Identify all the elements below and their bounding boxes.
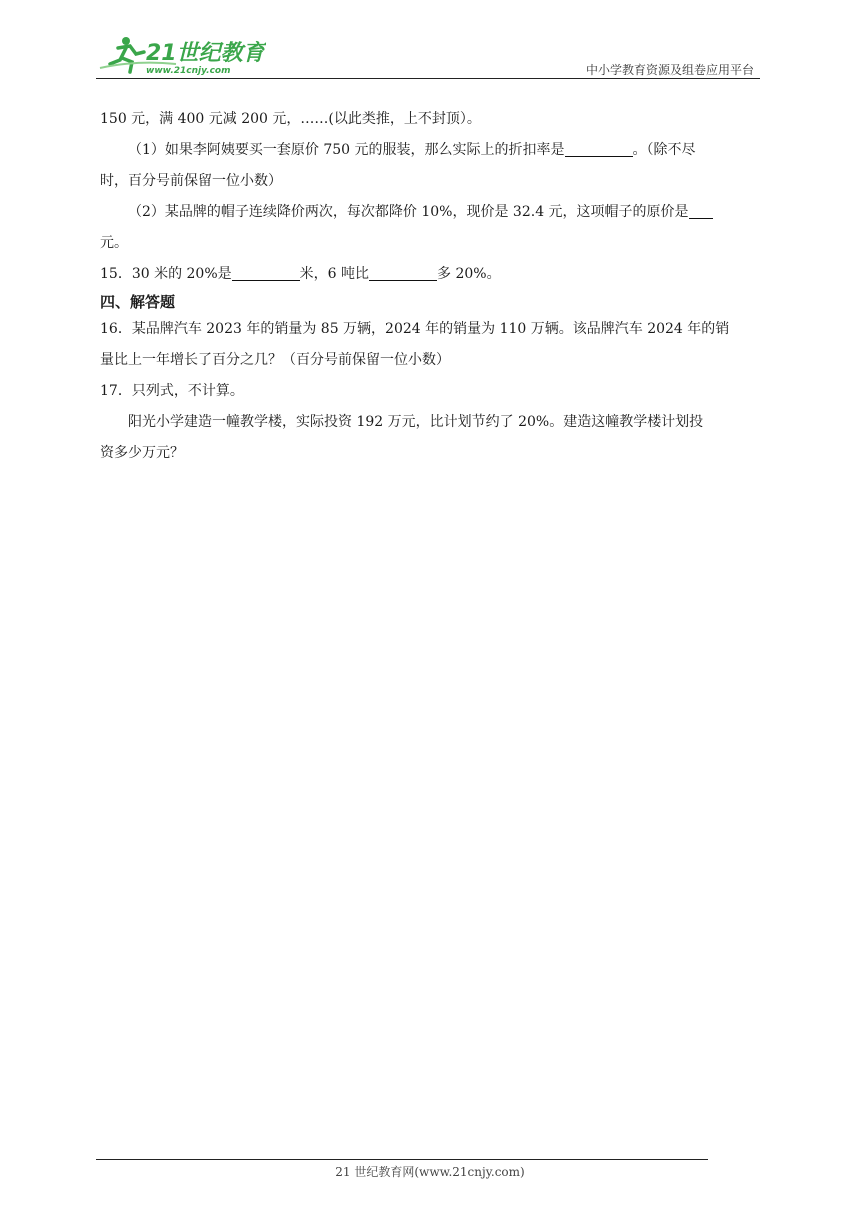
question-text: 时，百分号前保留一位小数）	[100, 173, 282, 189]
question-text: 资多少万元？	[100, 445, 184, 461]
question-text: 15．30 米的 20%是	[100, 266, 232, 282]
footer-divider	[96, 1159, 708, 1160]
text-line	[100, 438, 764, 469]
question-text: 16．某品牌汽车 2023 年的销量为 85 万辆，2024 年的销量为 110 万辆。该品牌汽车 2024 年的销	[100, 321, 730, 337]
page-header	[96, 34, 760, 80]
question-text: （1）如果李阿姨要买一套原价 750 元的服装，那么实际上的折扣率是	[128, 142, 565, 158]
question-15	[100, 259, 764, 290]
question-text: 阳光小学建造一幢教学楼，实际投资 192 万元，比计划节约了 20%。建造这幢教学楼计划投	[128, 414, 704, 430]
question-16	[100, 314, 764, 345]
footer-link[interactable]: 21 世纪教育网(www.21cnjy.com)	[335, 1165, 525, 1179]
header-site-slogan: 中小学教育资源及组卷应用平台	[585, 63, 754, 77]
question-14-1	[100, 135, 764, 166]
header-divider	[96, 78, 760, 79]
question-text: 。（除不尽	[632, 142, 696, 158]
question-text: 量比上一年增长了百分之几？（百分号前保留一位小数）	[100, 352, 450, 368]
question-text: 元。	[100, 235, 128, 251]
answer-blank[interactable]	[232, 264, 300, 281]
text-line	[100, 104, 764, 135]
section-title: 四、解答题	[100, 293, 176, 311]
text-line	[100, 345, 764, 376]
text-line	[100, 228, 764, 259]
question-text: （2）某品牌的帽子连续降价两次，每次都降价 10%，现价是 32.4 元，这项帽子的原价是	[128, 204, 689, 220]
text-line	[100, 407, 764, 438]
answer-blank[interactable]	[369, 264, 437, 281]
logo-url-text: www.21cnjy.com	[146, 66, 231, 76]
logo-text: 21世纪教育	[146, 41, 265, 66]
question-14-2	[100, 197, 764, 228]
answer-blank[interactable]	[565, 140, 633, 157]
question-text: 17．只列式，不计算。	[100, 383, 244, 399]
logo	[96, 34, 266, 76]
promo-rule-text: 150 元，满 400 元减 200 元，……(以此类推，上不封顶）。	[100, 111, 481, 127]
answer-blank[interactable]	[689, 202, 713, 219]
runner-logo-icon	[96, 34, 266, 76]
document-body	[100, 104, 764, 469]
text-line	[100, 166, 764, 197]
question-17	[100, 376, 764, 407]
question-text: 多 20%。	[437, 266, 501, 282]
question-text: 米，6 吨比	[299, 266, 370, 282]
